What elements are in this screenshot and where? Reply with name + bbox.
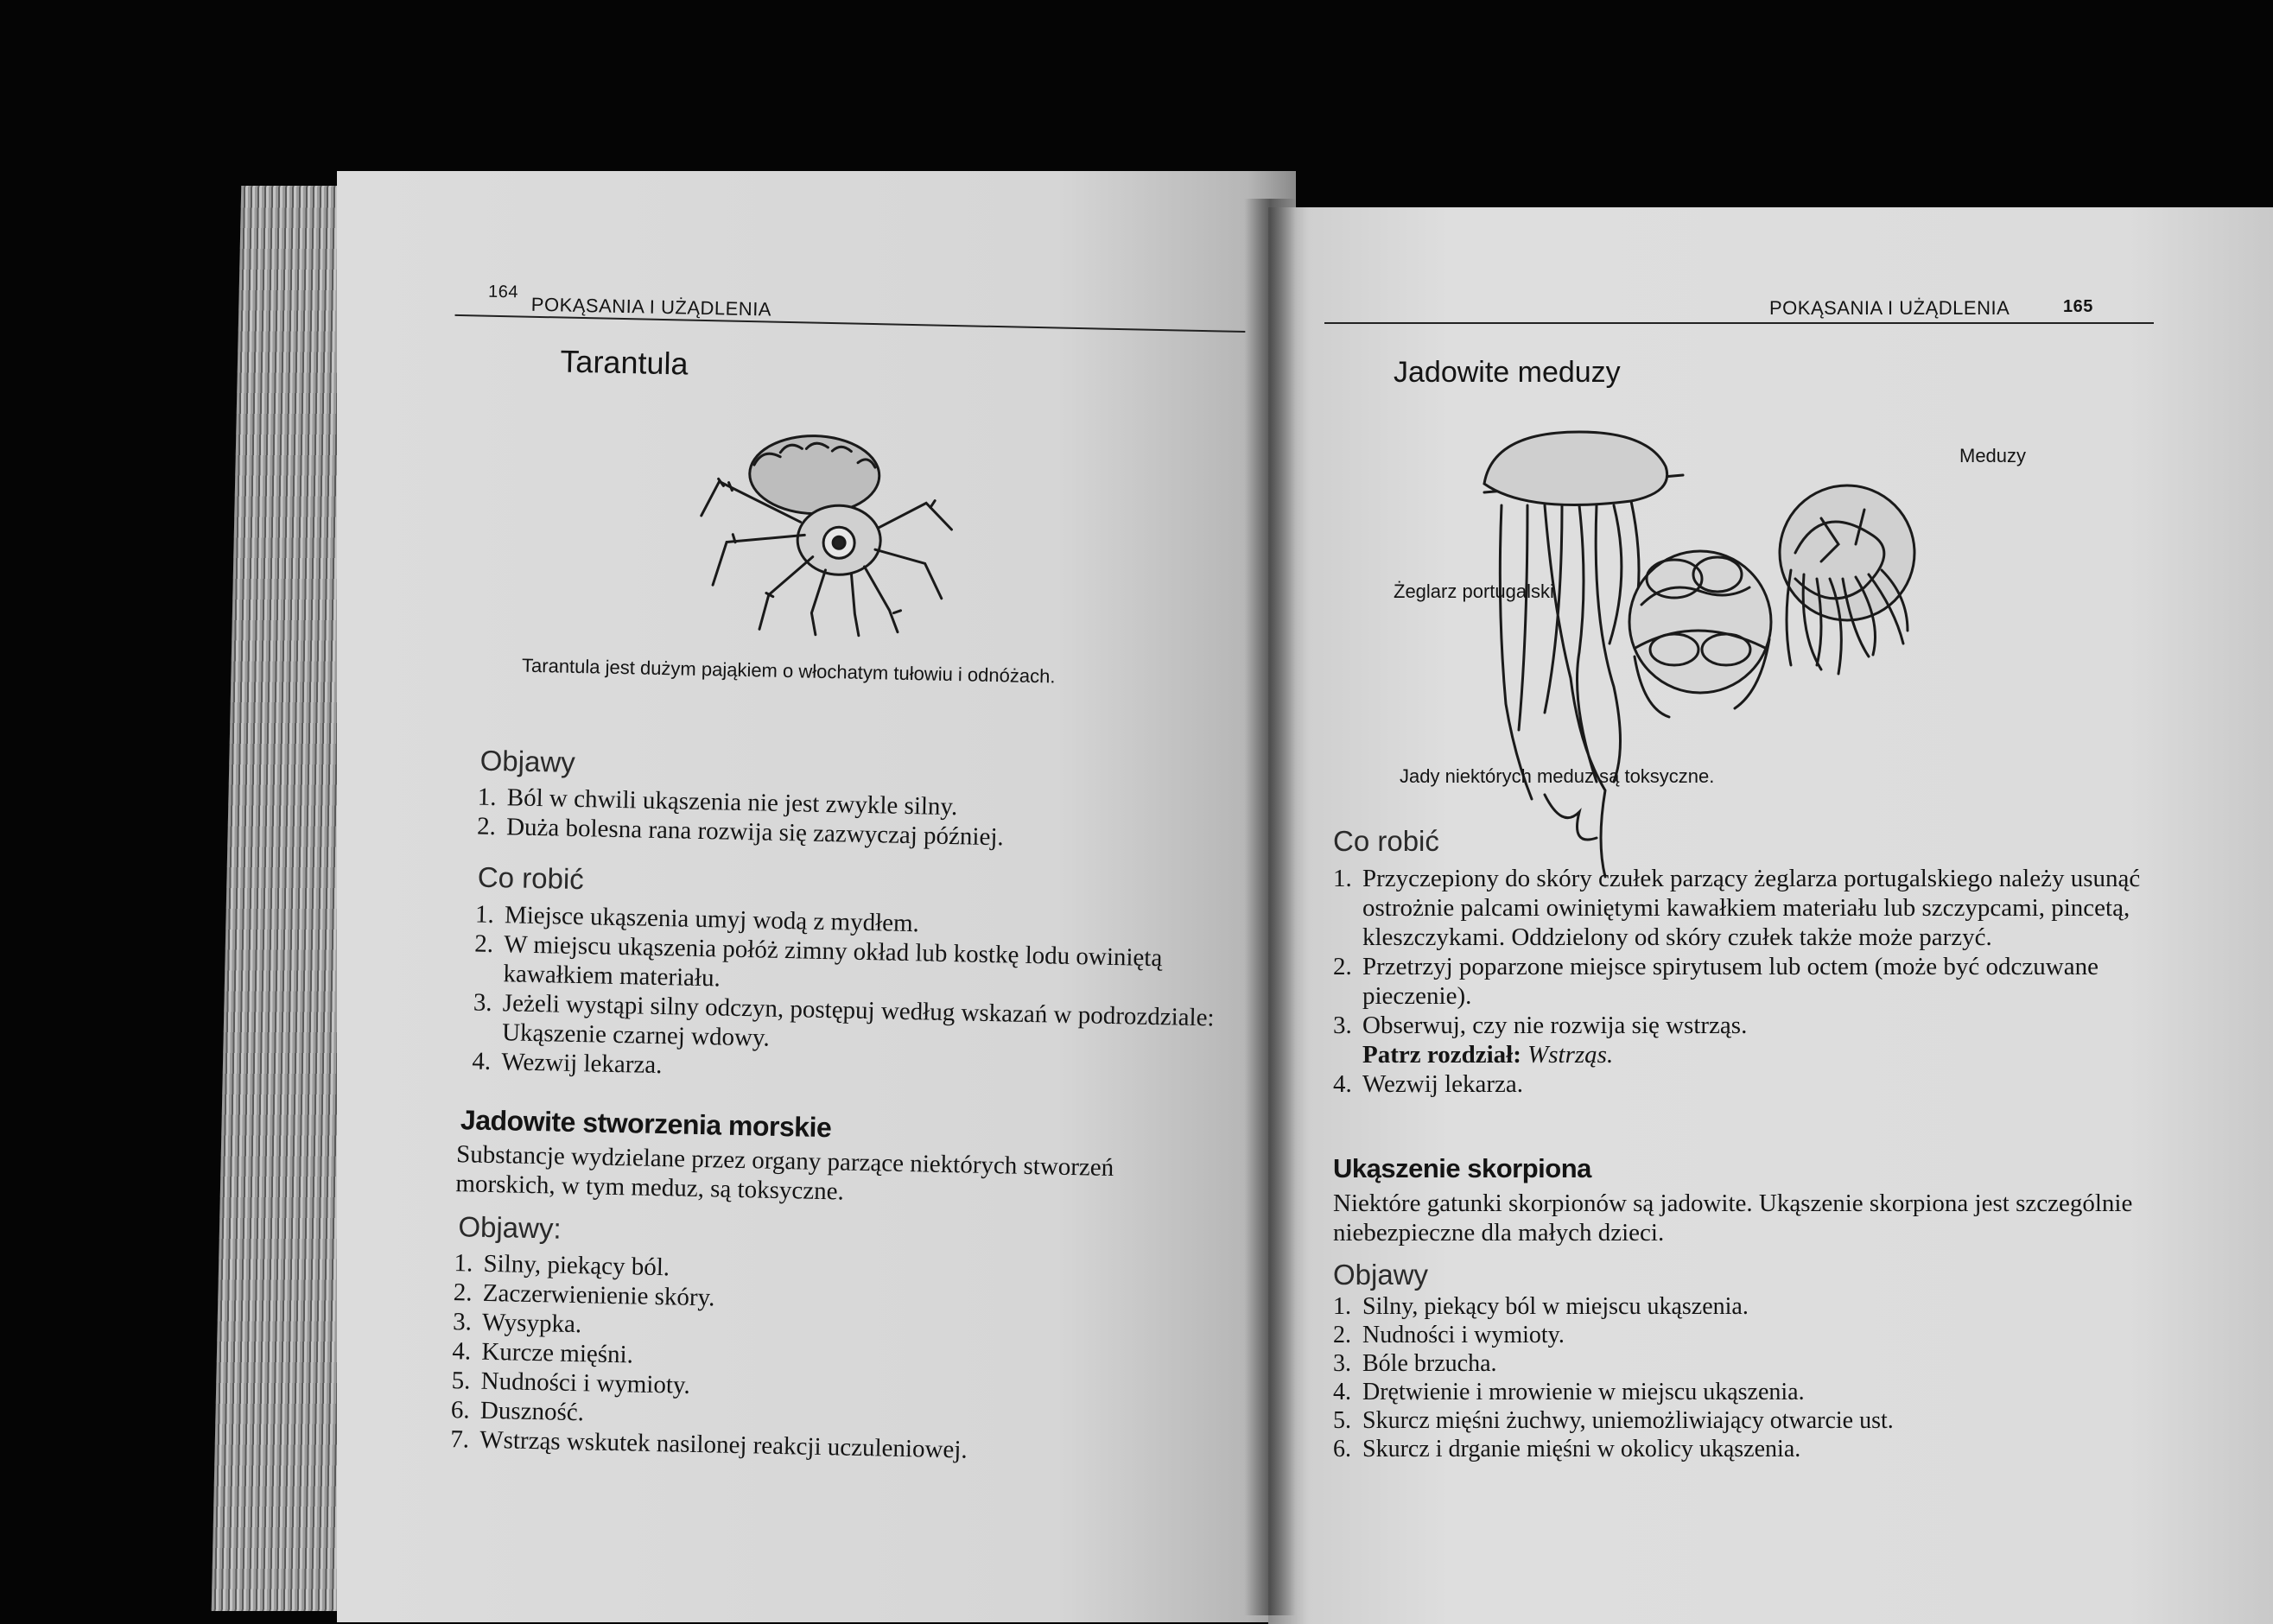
list-item: 3. Bóle brzucha. (1333, 1350, 1497, 1377)
list-item: 5. Skurcz mięśni żuchwy, uniemożliwiający otwarcie ust. (1333, 1407, 1894, 1434)
what-to-do-heading: Co robić (477, 860, 585, 896)
list-item: 4. Wezwij lekarza. (1333, 1070, 1524, 1098)
running-head: POKĄSANIA I UŻĄDLENIA (530, 293, 772, 320)
what-to-do-heading: Co robić (1333, 825, 1439, 857)
symptoms-heading: Objawy (1333, 1259, 1429, 1291)
list-item: 4. Wezwij lekarza. (472, 1047, 663, 1080)
left-page (337, 171, 1296, 1622)
list-item: 6. Duszność. (450, 1396, 585, 1427)
list-item: 4. Kurcze mięśni. (452, 1337, 634, 1369)
jellyfish-label: Meduzy (1959, 445, 2027, 466)
section-heading: Jadowite stworzenia morskie (460, 1104, 832, 1144)
what-to-do-list (1333, 864, 2162, 1099)
list-item: 2. Zaczerwienienie skóry. (453, 1278, 715, 1312)
section-title: Jadowite meduzy (1394, 356, 1621, 389)
see-label: Patrz rozdział: (1362, 1041, 1521, 1069)
list-item: 1. Przyczepiony do skóry czułek parzący żeglarza portugalskiego należy usunąć ostrożnie palcami owiniętymi kawałkiem materiału lub szczypcami, pincetą, kleszczykami. Oddzielony od skóry czułek także może parzyć. (1333, 865, 2141, 951)
man-o-war-label: Żeglarz portugalski (1394, 580, 1554, 602)
list-item: 3. Obserwuj, czy nie rozwija się wstrząs. (1333, 1012, 1748, 1039)
list-item: 5. Nudności i wymioty. (451, 1367, 691, 1399)
list-item: 7. Wstrząs wskutek nasilonej reakcji uczuleniowej. (449, 1425, 968, 1464)
figure-caption: Jady niektórych meduz są toksyczne. (1400, 765, 1715, 787)
list-item: 1. Ból w chwili ukąszenia nie jest zwykle silny. (477, 783, 958, 822)
list-item: 2. Duża bolesna rana rozwija się zazwyczaj później. (476, 812, 1005, 852)
list-item: 1. Miejsce ukąszenia umyj wodą z mydłem. (474, 900, 920, 938)
tarantula-illustration (682, 412, 971, 643)
list-item: 3. Jeżeli wystąpi silny odczyn, postępuj według wskazań w podrozdziale: Ukąszenie czarnej wdowy. (473, 988, 1215, 1052)
book-gutter (1244, 199, 1296, 1615)
list-item: 2. W miejscu ukąszenia połóż zimny okład lub kostkę lodu owiniętą kawałkiem materiału. (473, 929, 1163, 993)
see-reference: Wstrząs. (1527, 1041, 1614, 1069)
symptoms-list (1333, 1292, 2162, 1463)
list-item: 1. Silny, piekący ból w miejscu ukąszenia. (1333, 1293, 1749, 1320)
symptoms-heading: Objawy (479, 744, 576, 778)
list-item: 6. Skurcz i drganie mięśni w okolicy ukąszenia. (1333, 1436, 1801, 1462)
list-item (1333, 1040, 2162, 1069)
section-heading: Ukąszenie skorpiona (1333, 1153, 1591, 1183)
list-item: 3. Wysypka. (452, 1308, 582, 1339)
what-to-do-list (472, 900, 1222, 1092)
symptoms-list-2 (450, 1248, 1215, 1469)
symptoms-list (477, 783, 1203, 857)
section-intro: Niektóre gatunki skorpionów są jadowite. Ukąszenie skorpiona jest szczególnie niebezpieczne dla małych dzieci. (1333, 1189, 2133, 1247)
running-head: POKĄSANIA I UŻĄDLENIA (1769, 297, 2010, 319)
list-item: 2. Nudności i wymioty. (1333, 1322, 1565, 1348)
header-rule (1324, 322, 2154, 324)
symptoms-heading-2: Objawy: (458, 1210, 562, 1245)
page-number: 165 (2063, 297, 2093, 316)
right-page (1268, 207, 2273, 1624)
list-item: 4. Drętwienie i mrowienie w miejscu ukąszenia. (1333, 1379, 1805, 1405)
list-item: 1. Silny, piekący ból. (454, 1249, 670, 1282)
header-rule (455, 314, 1246, 333)
page-number: 164 (487, 282, 519, 302)
figure-caption: Tarantula jest dużym pająkiem o włochatym tułowiu i odnóżach. (521, 654, 1056, 688)
section-intro: Substancje wydzielane przez organy parzące niektórych stworzeń morskich, w tym meduz, są toksyczne. (455, 1140, 1114, 1206)
list-item: 2. Przetrzyj poparzone miejsce spirytusem lub octem (może być odczuwane pieczenie). (1333, 953, 2098, 1010)
section-title: Tarantula (560, 343, 689, 382)
